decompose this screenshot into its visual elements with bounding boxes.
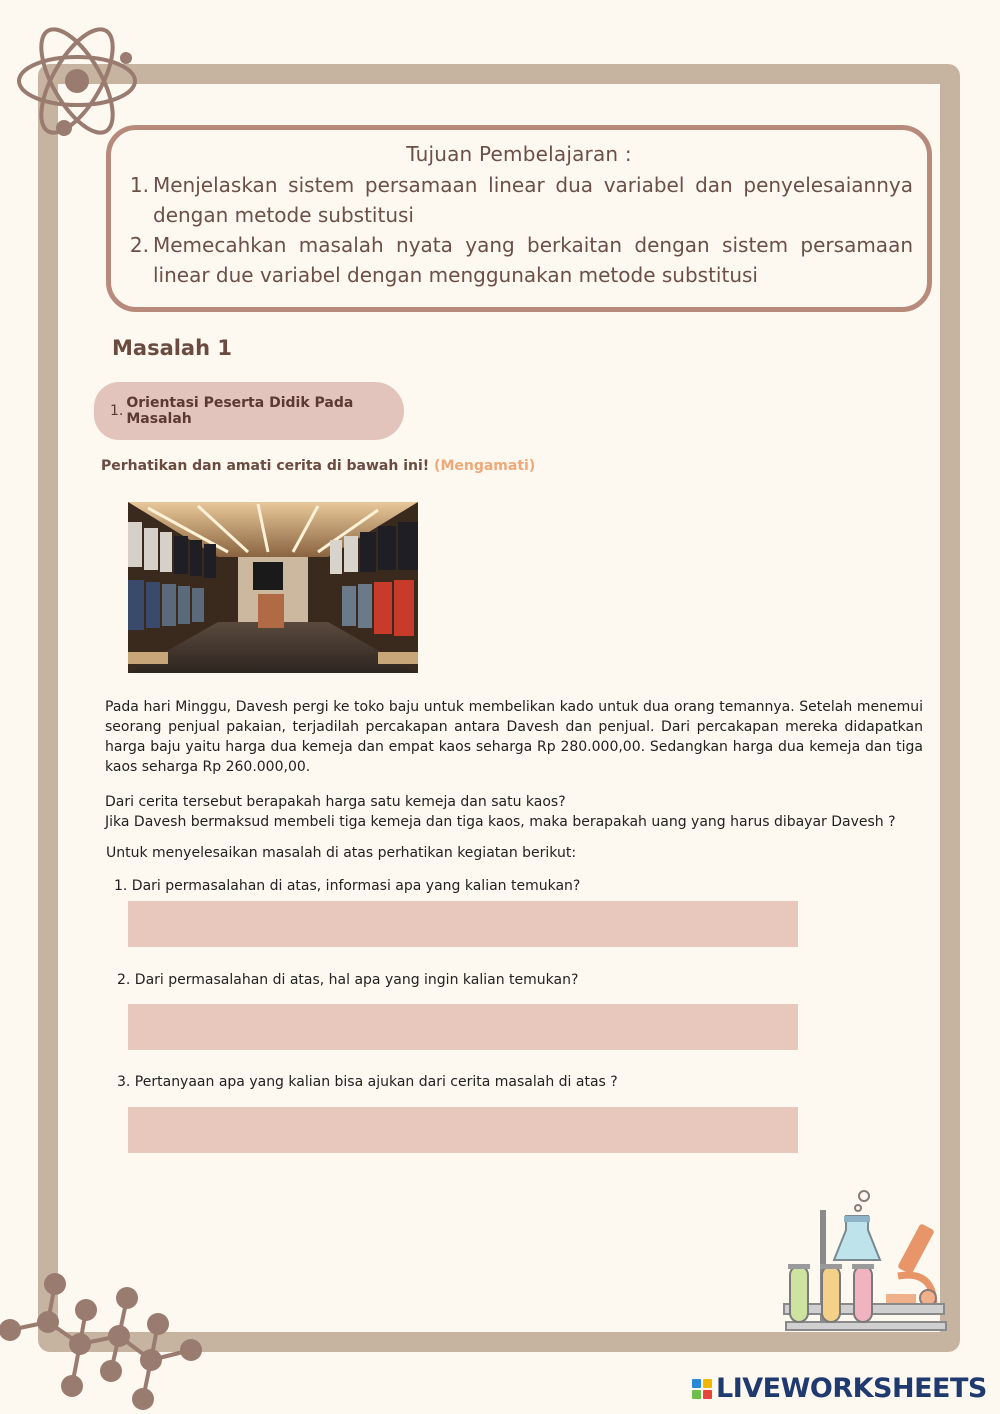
objective-text: Menjelaskan sistem persamaan linear dua variabel dan penyelesaiannya dengan metode substitusi bbox=[153, 173, 913, 227]
atom-icon bbox=[14, 18, 140, 144]
liveworksheets-text: LIVEWORKSHEETS bbox=[716, 1373, 987, 1404]
observe-tag: (Mengamati) bbox=[434, 458, 536, 474]
activity-question-2: 2. Dari permasalahan di atas, hal apa yang ingin kalian temukan? bbox=[117, 972, 579, 988]
learning-objectives-box bbox=[106, 125, 932, 312]
objectives-title: Tujuan Pembelajaran : bbox=[406, 142, 632, 166]
activity-question-1: 1. Dari permasalahan di atas, informasi apa yang kalian temukan? bbox=[114, 878, 581, 894]
objective-number: 1. bbox=[129, 173, 149, 197]
clothing-store-photo bbox=[128, 502, 418, 673]
objective-number: 2. bbox=[129, 233, 149, 257]
activity-question-3: 3. Pertanyaan apa yang kalian bisa ajukan dari cerita masalah di atas ? bbox=[117, 1074, 618, 1090]
story-paragraph: Pada hari Minggu, Davesh pergi ke toko baju untuk membelikan kado untuk dua orang temannya. Setelah menemui seorang penjual pakaian, terjadilah percakapan antara Davesh dan penjual. Dari percakapan mereka didapatkan harga baju yaitu harga dua kemeja dan empat kaos seharga Rp 280.000,00. Sedangkan harga dua kemeja dan tiga kaos seharga Rp 260.000,00. bbox=[105, 699, 923, 775]
activity-instruction: Untuk menyelesaikan masalah di atas perhatikan kegiatan berikut: bbox=[106, 845, 577, 861]
problem-title: Masalah 1 bbox=[112, 336, 232, 360]
observe-text: Perhatikan dan amati cerita di bawah ini! bbox=[101, 458, 430, 474]
step-heading-pill bbox=[94, 382, 404, 440]
liveworksheets-mark-icon bbox=[692, 1379, 712, 1399]
answer-box-2[interactable] bbox=[128, 1004, 798, 1050]
step-number: 1. bbox=[110, 403, 124, 419]
liveworksheets-logo[interactable] bbox=[692, 1373, 987, 1404]
answer-box-3[interactable] bbox=[128, 1107, 798, 1153]
observe-instruction bbox=[101, 458, 535, 474]
answer-box-1[interactable] bbox=[128, 901, 798, 947]
question-two: Jika Davesh bermaksud membeli tiga kemeja dan tiga kaos, maka berapakah uang yang harus dibayar Davesh ? bbox=[105, 814, 896, 830]
question-one: Dari cerita tersebut berapakah harga satu kemeja dan satu kaos? bbox=[105, 794, 566, 810]
objective-text: Memecahkan masalah nyata yang berkaitan dengan sistem persamaan linear due variabel dengan menggunakan metode substitusi bbox=[153, 233, 913, 287]
molecule-icon bbox=[0, 1262, 210, 1414]
lab-equipment-icon bbox=[778, 1186, 948, 1336]
objective-item bbox=[123, 230, 913, 290]
objective-item bbox=[123, 170, 913, 230]
step-label: Orientasi Peserta Didik Pada Masalah bbox=[126, 395, 354, 427]
objectives-list bbox=[123, 170, 913, 290]
